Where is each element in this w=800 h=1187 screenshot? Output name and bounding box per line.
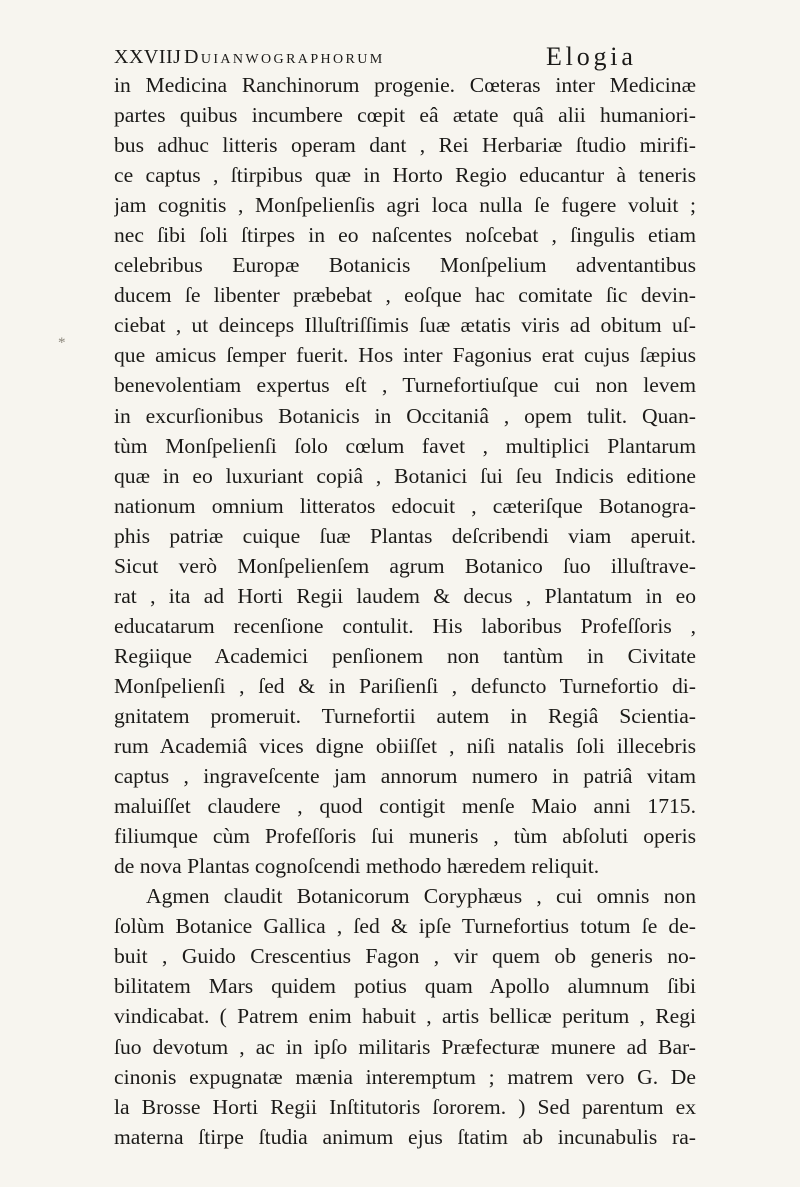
text-line-25: maluiſſet claudere , quod contigit menſe Maio anni 1715. — [114, 794, 696, 819]
text-line-1: in Medicina Ranchinorum progenie. Cœteras inter Medicinæ — [114, 73, 696, 97]
text-line-9: ciebat , ut deinceps Illuſtriſſimis ſuæ ætatis viris ad obitum uſ- — [114, 313, 696, 338]
text-line-11: benevolentiam expertus eſt , Turnefortiuſque cui non levem — [114, 373, 696, 398]
text-line-15: nationum omnium litteratos edocuit , cæteriſque Botanogra- — [114, 493, 696, 518]
body-text — [114, 70, 696, 1152]
text-line-3: bus adhuc litteris operam dant , Rei Herbariæ ſtudio mirifi- — [114, 133, 696, 158]
text-line-10: que amicus ſemper fuerit. Hos inter Fagonius erat cujus ſæpius — [114, 343, 696, 368]
page-header — [114, 40, 694, 74]
text-line-14: quæ in eo luxuriant copiâ , Botanici ſui ſeu Indicis editione — [114, 463, 696, 488]
text-line-20: Regiique Academici penſionem non tantùm in Civitate — [114, 643, 696, 668]
text-line-8: ducem ſe libenter præbebat , eoſque hac comitate ſic devin- — [114, 283, 696, 308]
text-line-32: vindicabat. ( Patrem enim habuit , artis bellicæ peritum , Regi — [114, 1004, 696, 1029]
text-line-18: rat , ita ad Horti Regii laudem & decus , Plantatum in eo — [114, 583, 696, 608]
running-title-elogia: Elogia — [546, 42, 637, 71]
text-line-6: nec ſibi ſoli ſtirpes in eo naſcentes noſcebat , ſingulis etiam — [114, 223, 696, 248]
text-line-30: buit , Guido Crescentius Fagon , vir quem ob generis no- — [114, 944, 696, 969]
text-line-7: celebribus Europæ Botanicis Monſpelium adventantibus — [114, 253, 696, 278]
text-line-16: phis patriæ cuique ſuæ Plantas deſcribendi viam aperuit. — [114, 523, 696, 548]
folio-number: XXVIIJ — [114, 46, 182, 68]
running-title: Duianwographorum — [184, 46, 385, 68]
text-line-5: jam cognitis , Monſpelienſis agri loca nulla ſe fugere voluit ; — [114, 193, 696, 218]
text-line-17: Sicut verò Monſpelienſem agrum Botanico ſuo illuſtrave- — [114, 553, 696, 578]
text-line-2: partes quibus incumbere cœpit eâ ætate quâ alii humaniori- — [114, 103, 696, 128]
text-line-29: ſolùm Botanice Gallica , ſed & ipſe Turnefortius totum ſe de- — [114, 914, 696, 939]
text-line-4: ce captus , ſtirpibus quæ in Horto Regio educantur à teneris — [114, 163, 696, 188]
text-line-21: Monſpelienſi , ſed & in Pariſienſi , defuncto Turnefortio di- — [114, 673, 696, 698]
text-line-19: educatarum recenſione contulit. His laboribus Profeſſoris , — [114, 613, 696, 638]
text-line-36: materna ſtirpe ſtudia animum ejus ſtatim ab incunabulis ra- — [114, 1124, 696, 1149]
text-line-22: gnitatem promeruit. Turnefortii autem in Regiâ Scientia- — [114, 703, 696, 728]
margin-mark: * — [58, 335, 66, 351]
text-line-23: rum Academiâ vices digne obiiſſet , niſi natalis ſoli illecebris — [114, 734, 696, 759]
text-line-12: in excurſionibus Botanicis in Occitaniâ , opem tulit. Quan- — [114, 403, 696, 428]
text-line-28: Agmen claudit Botanicorum Coryphæus , cui omnis non — [146, 884, 696, 909]
text-line-34: cinonis expugnatæ mænia interemptum ; matrem vero G. De — [114, 1064, 696, 1089]
text-line-24: captus , ingraveſcente jam annorum numero in patriâ vitam — [114, 764, 696, 789]
text-line-35: la Brosse Horti Regii Inſtitutoris ſororem. ) Sed parentum ex — [114, 1094, 696, 1119]
text-line-33: ſuo devotum , ac in ipſo militaris Præfecturæ munere ad Bar- — [114, 1034, 696, 1059]
text-line-27: de nova Plantas cognoſcendi methodo hæredem reliquit. — [114, 854, 600, 879]
text-line-26: filiumque cùm Profeſſoris ſui muneris , tùm abſoluti operis — [114, 824, 696, 849]
text-line-31: bilitatem Mars quidem potius quam Apollo alumnum ſibi — [114, 974, 696, 999]
text-line-13: tùm Monſpelienſi ſolo cœlum favet , multiplici Plantarum — [114, 433, 696, 458]
